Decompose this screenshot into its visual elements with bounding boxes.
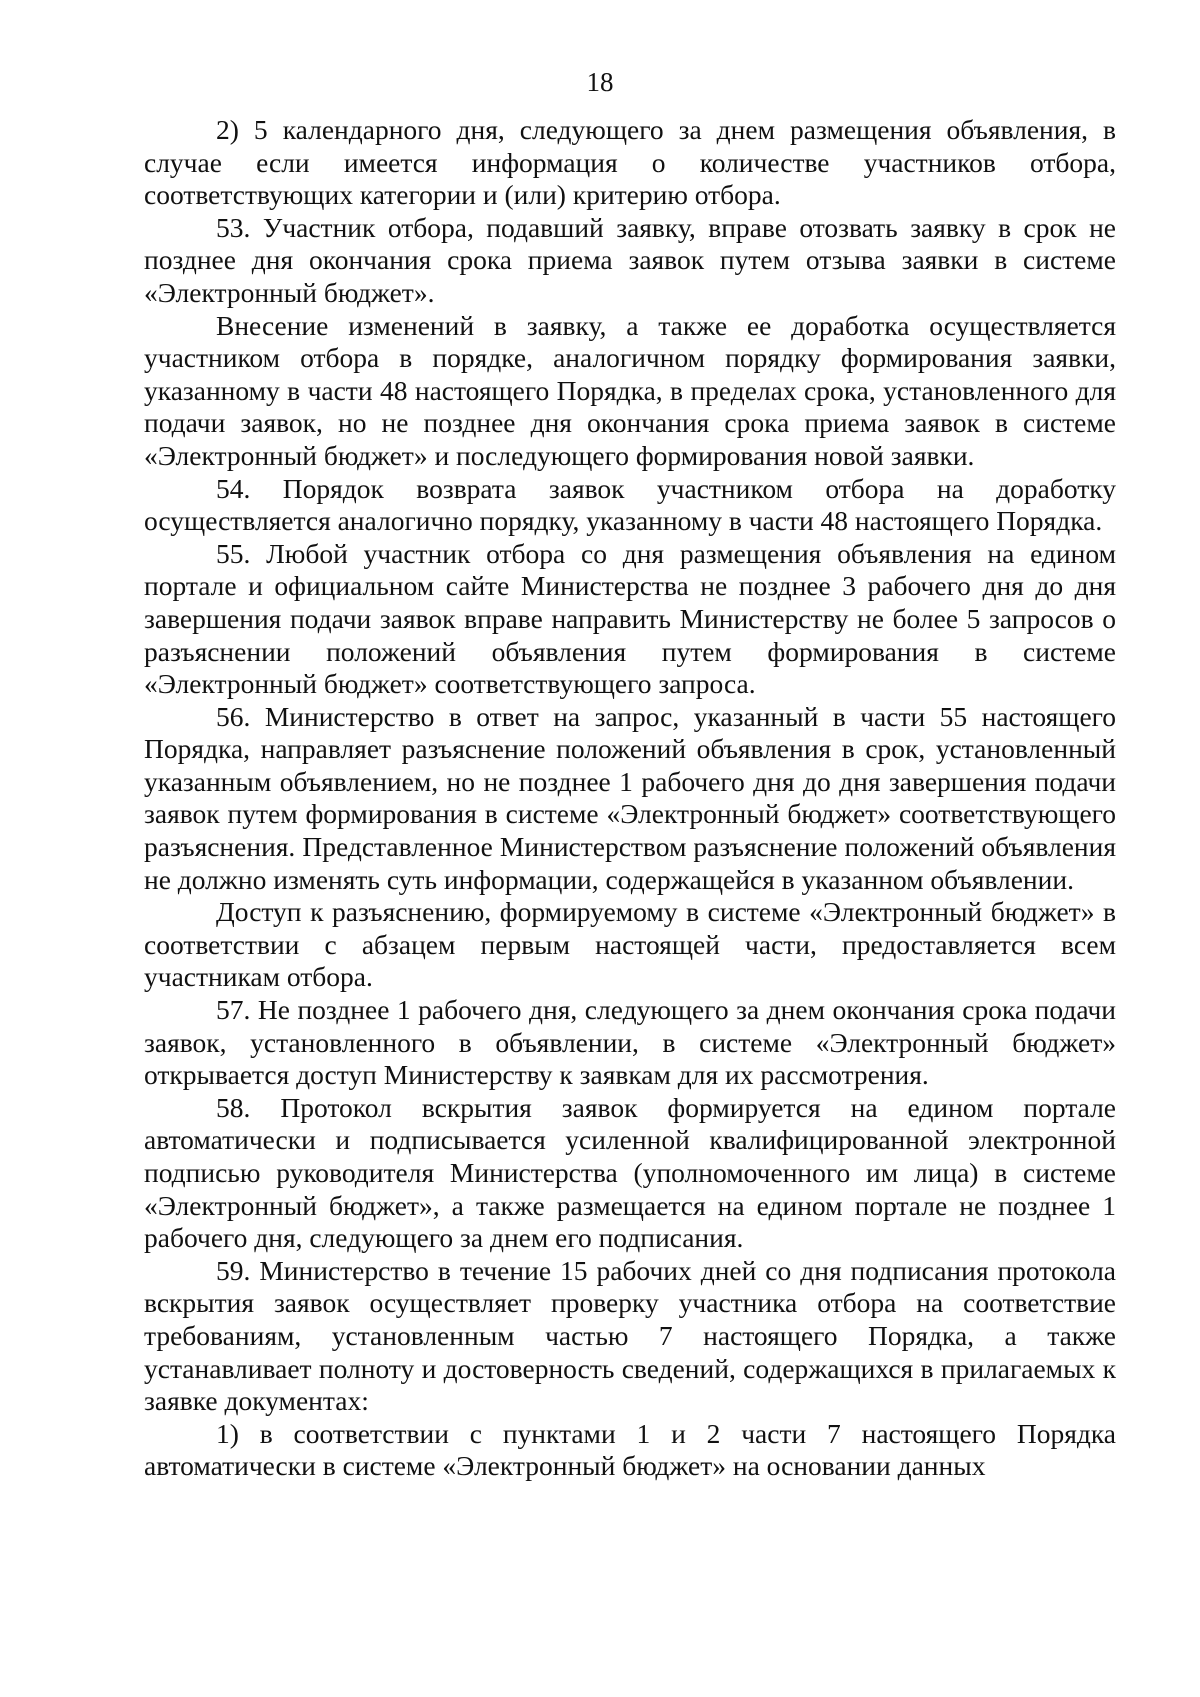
paragraph-56-access: Доступ к разъяснению, формируемому в системе «Электронный бюджет» в соответствии с абзацем первым настоящей части, предоставляется всем участникам отбора. [144, 896, 1116, 993]
paragraph-59: 59. Министерство в течение 15 рабочих дней со дня подписания протокола вскрытия заявок осуществляет проверку участника отбора на соответствие требованиям, установленным частью 7 настоящего Порядка, а также устанавливает полноту и достоверность сведений, содержащихся в прилагаемых к заявке документах: [144, 1254, 1116, 1417]
paragraph-55: 55. Любой участник отбора со дня размещения объявления на едином портале и официальном сайте Министерства не позднее 3 рабочего дня до дня завершения подачи заявок вправе направить Министерству не более 5 запросов о разъяснении положений объявления путем формирования в системе «Электронный бюджет» соответствующего запроса. [144, 537, 1116, 700]
paragraph-57: 57. Не позднее 1 рабочего дня, следующего за днем окончания срока подачи заявок, установленного в объявлении, в системе «Электронный бюджет» открывается доступ Министерству к заявкам для их рассмотрения. [144, 994, 1116, 1091]
paragraph-53: 53. Участник отбора, подавший заявку, вправе отозвать заявку в срок не позднее дня окончания срока приема заявок путем отзыва заявки в системе «Электронный бюджет». [144, 211, 1116, 308]
paragraph-59-item-1: 1) в соответствии с пунктами 1 и 2 части 7 настоящего Порядка автоматически в системе «Электронный бюджет» на основании данных [144, 1417, 1116, 1482]
page-number: 18 [586, 67, 614, 97]
paragraph-53-amendments: Внесение изменений в заявку, а также ее доработка осуществляется участником отбора в порядке, аналогичном порядку формирования заявки, указанному в части 48 настоящего Порядка, в пределах срока, установленного для подачи заявок, но не позднее дня окончания срока приема заявок в системе «Электронный бюджет» и последующего формирования новой заявки. [144, 309, 1116, 471]
paragraph-56: 56. Министерство в ответ на запрос, указанный в части 55 настоящего Порядка, направляет разъяснение положений объявления в срок, установленный указанным объявлением, но не позднее 1 рабочего дня до дня завершения подачи заявок путем формирования в системе «Электронный бюджет» соответствующего разъяснения. Представленное Министерством разъяснение положений объявления не должно изменять суть информации, содержащейся в указанном объявлении. [144, 700, 1116, 895]
paragraph-58: 58. Протокол вскрытия заявок формируется на едином портале автоматически и подписывается усиленной квалифицированной электронной подписью руководителя Министерства (уполномоченного им лица) в системе «Электронный бюджет», а также размещается на едином портале не позднее 1 рабочего дня, следующего за днем его подписания. [144, 1091, 1116, 1254]
document-body [144, 114, 1116, 1483]
paragraph-54: 54. Порядок возврата заявок участником отбора на доработку осуществляется аналогично порядку, указанному в части 48 настоящего Порядка. [144, 472, 1116, 537]
paragraph-52-item-2: 2) 5 календарного дня, следующего за днем размещения объявления, в случае если имеется информация о количестве участников отбора, соответствующих категории и (или) критерию отбора. [144, 114, 1116, 211]
